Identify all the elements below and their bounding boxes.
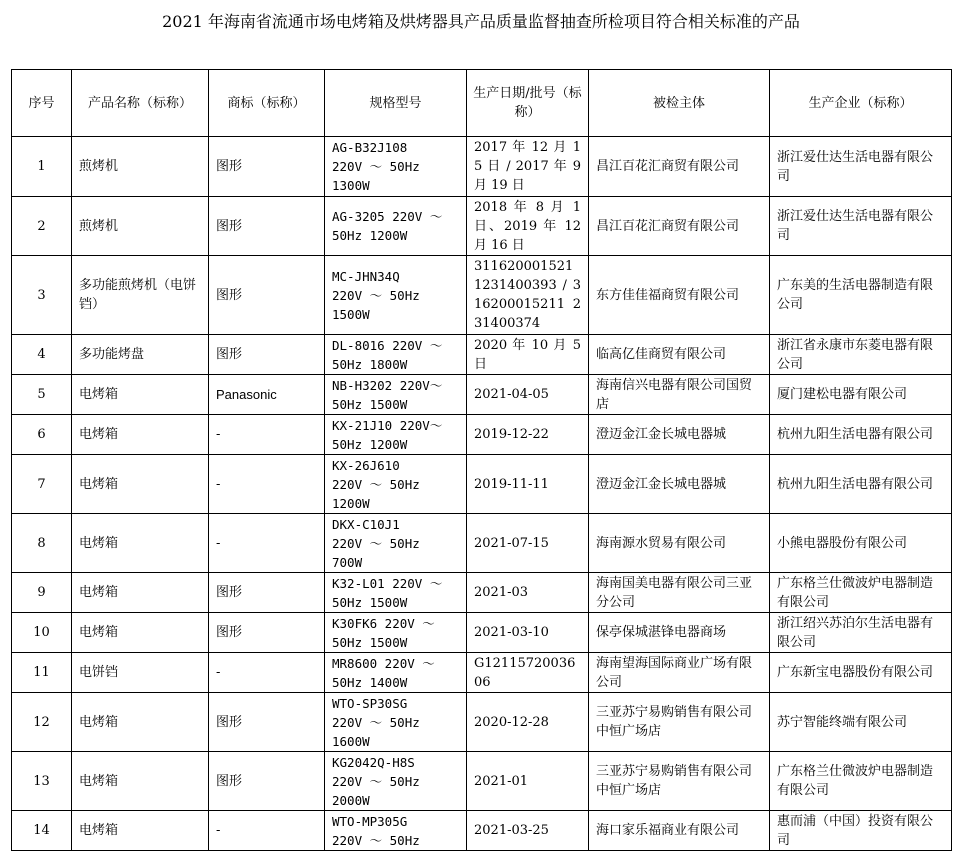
cell-spec	[325, 375, 467, 415]
spec-line: KX-21J10 220V～	[332, 417, 443, 433]
cell-manufacturer: 杭州九阳生活电器有限公司	[770, 415, 952, 455]
spec-line: DL-8016 220V ～	[332, 337, 443, 353]
cell-inspected: 海南源水贸易有限公司	[589, 514, 770, 573]
cell-product: 电烤箱	[72, 693, 209, 752]
cell-date: 2019-12-22	[467, 415, 589, 455]
cell-brand: 图形	[209, 752, 325, 811]
table-row	[12, 752, 952, 811]
spec-line: DKX-C10J1	[332, 516, 400, 532]
cell-brand: -	[209, 653, 325, 693]
cell-product: 电饼铛	[72, 653, 209, 693]
header-cell-date: 生产日期/批号（标称）	[467, 70, 589, 137]
cell-date: 2021-07-15	[467, 514, 589, 573]
cell-product: 电烤箱	[72, 613, 209, 653]
cell-no: 1	[12, 137, 72, 197]
spec-line: 50Hz 1500W	[332, 634, 408, 650]
header-cell-spec: 规格型号	[325, 70, 467, 137]
spec-line: KX-26J610	[332, 457, 400, 473]
results-table-container	[11, 69, 951, 851]
cell-no: 13	[12, 752, 72, 811]
cell-spec	[325, 137, 467, 197]
cell-no: 4	[12, 335, 72, 375]
cell-manufacturer: 广东新宝电器股份有限公司	[770, 653, 952, 693]
header-cell-inspected: 被检主体	[589, 70, 770, 137]
cell-brand: -	[209, 514, 325, 573]
cell-manufacturer: 厦门建松电器有限公司	[770, 375, 952, 415]
cell-manufacturer: 浙江省永康市东菱电器有限公司	[770, 335, 952, 375]
cell-inspected: 保亭保城湛锋电器商场	[589, 613, 770, 653]
cell-product: 电烤箱	[72, 514, 209, 573]
cell-brand: -	[209, 415, 325, 455]
cell-date: 2018 年 8 月 1 日、2019 年 12 月 16 日	[467, 197, 589, 256]
spec-line: 50Hz 1400W	[332, 674, 408, 690]
cell-no: 7	[12, 455, 72, 514]
cell-date: 2021-03	[467, 573, 589, 613]
cell-inspected: 海南信兴电器有限公司国贸店	[589, 375, 770, 415]
cell-spec	[325, 573, 467, 613]
spec-line: 220V ～ 50Hz	[332, 476, 420, 492]
cell-product: 多功能烤盘	[72, 335, 209, 375]
spec-line: NB-H3202 220V～	[332, 377, 443, 393]
table-row	[12, 415, 952, 455]
cell-spec	[325, 335, 467, 375]
cell-spec	[325, 256, 467, 335]
cell-brand: 图形	[209, 335, 325, 375]
cell-brand: 图形	[209, 693, 325, 752]
table-row	[12, 375, 952, 415]
cell-no: 11	[12, 653, 72, 693]
cell-spec	[325, 514, 467, 573]
cell-product: 电烤箱	[72, 415, 209, 455]
cell-spec	[325, 752, 467, 811]
cell-product: 多功能煎烤机（电饼铛）	[72, 256, 209, 335]
cell-spec	[325, 693, 467, 752]
cell-manufacturer: 杭州九阳生活电器有限公司	[770, 455, 952, 514]
table-row	[12, 811, 952, 851]
cell-no: 14	[12, 811, 72, 851]
cell-product: 电烤箱	[72, 752, 209, 811]
cell-date: 2021-03-10	[467, 613, 589, 653]
spec-line: KG2042Q-H8S	[332, 754, 415, 770]
spec-line: 220V ～ 50Hz	[332, 714, 420, 730]
spec-line: 50Hz 1500W	[332, 594, 408, 610]
table-row	[12, 514, 952, 573]
spec-line: 220V ～ 50Hz	[332, 773, 420, 789]
spec-line: 50Hz 1500W	[332, 396, 408, 412]
cell-date: 2020 年 10 月 5 日	[467, 335, 589, 375]
cell-manufacturer: 浙江爱仕达生活电器有限公司	[770, 137, 952, 197]
table-row	[12, 137, 952, 197]
cell-brand: 图形	[209, 197, 325, 256]
cell-product: 电烤箱	[72, 811, 209, 851]
spec-line: 1600W	[332, 733, 370, 749]
table-row	[12, 335, 952, 375]
cell-manufacturer: 苏宁智能终端有限公司	[770, 693, 952, 752]
cell-product: 煎烤机	[72, 137, 209, 197]
table-row	[12, 256, 952, 335]
cell-inspected: 临高亿佳商贸有限公司	[589, 335, 770, 375]
spec-line: WTO-SP30SG	[332, 695, 408, 711]
cell-brand: Panasonic	[209, 375, 325, 415]
cell-manufacturer: 广东格兰仕微波炉电器制造有限公司	[770, 752, 952, 811]
cell-product: 煎烤机	[72, 197, 209, 256]
cell-no: 12	[12, 693, 72, 752]
spec-line: 50Hz 1800W	[332, 356, 408, 372]
cell-date: 2021-03-25	[467, 811, 589, 851]
cell-no: 10	[12, 613, 72, 653]
spec-line: WTO-MP305G	[332, 813, 408, 829]
cell-spec	[325, 455, 467, 514]
cell-inspected: 三亚苏宁易购销售有限公司中恒广场店	[589, 752, 770, 811]
cell-inspected: 三亚苏宁易购销售有限公司中恒广场店	[589, 693, 770, 752]
header-cell-product: 产品名称（标称）	[72, 70, 209, 137]
cell-inspected: 澄迈金江金长城电器城	[589, 415, 770, 455]
cell-manufacturer: 浙江爱仕达生活电器有限公司	[770, 197, 952, 256]
cell-brand: -	[209, 811, 325, 851]
cell-date: 2017 年 12 月 15 日 / 2017 年 9 月 19 日	[467, 137, 589, 197]
cell-spec	[325, 613, 467, 653]
spec-line: MR8600 220V ～	[332, 655, 435, 671]
spec-line: AG-3205 220V ～	[332, 209, 443, 224]
cell-date: 2021-04-05	[467, 375, 589, 415]
cell-brand: 图形	[209, 137, 325, 197]
header-cell-manufacturer: 生产企业（标称）	[770, 70, 952, 137]
spec-line: 50Hz 1200W	[332, 436, 408, 452]
spec-line: 700W	[332, 554, 363, 570]
spec-line: AG-B32J108	[332, 140, 408, 155]
cell-inspected: 澄迈金江金长城电器城	[589, 455, 770, 514]
cell-no: 6	[12, 415, 72, 455]
document-title: 2021 年海南省流通市场电烤箱及烘烤器具产品质量监督抽查所检项目符合相关标准的产品	[162, 12, 800, 31]
cell-manufacturer: 惠而浦（中国）投资有限公司	[770, 811, 952, 851]
cell-date: 2019-11-11	[467, 455, 589, 514]
cell-product: 电烤箱	[72, 573, 209, 613]
spec-line: 220V ～ 50Hz	[332, 159, 420, 174]
table-row	[12, 693, 952, 752]
cell-no: 9	[12, 573, 72, 613]
spec-line: 220V ～ 50Hz	[332, 287, 420, 303]
table-row	[12, 197, 952, 256]
cell-date: 2020-12-28	[467, 693, 589, 752]
header-cell-brand: 商标（标称）	[209, 70, 325, 137]
header-cell-no: 序号	[12, 70, 72, 137]
cell-brand: 图形	[209, 256, 325, 335]
cell-inspected: 昌江百花汇商贸有限公司	[589, 137, 770, 197]
cell-date: G12115720036 06	[467, 653, 589, 693]
cell-no: 5	[12, 375, 72, 415]
spec-line: 220V ～ 50Hz	[332, 535, 420, 551]
cell-date: 2021-01	[467, 752, 589, 811]
spec-line: 220V ～ 50Hz	[332, 832, 420, 848]
spec-line: 1300W	[332, 178, 370, 193]
cell-spec	[325, 197, 467, 256]
spec-line: K32-L01 220V ～	[332, 575, 443, 591]
cell-spec	[325, 653, 467, 693]
table-row	[12, 573, 952, 613]
cell-inspected: 海南国美电器有限公司三亚分公司	[589, 573, 770, 613]
spec-line: K30FK6 220V ～	[332, 615, 435, 631]
cell-no: 2	[12, 197, 72, 256]
cell-inspected: 海口家乐福商业有限公司	[589, 811, 770, 851]
spec-line: MC-JHN34Q	[332, 268, 400, 284]
cell-product: 电烤箱	[72, 455, 209, 514]
table-row	[12, 653, 952, 693]
cell-spec	[325, 415, 467, 455]
table-body	[12, 137, 952, 851]
cell-inspected: 东方佳佳福商贸有限公司	[589, 256, 770, 335]
cell-brand: 图形	[209, 573, 325, 613]
spec-line: 50Hz 1200W	[332, 228, 408, 243]
results-table	[11, 69, 952, 851]
cell-inspected: 海南望海国际商业广场有限公司	[589, 653, 770, 693]
cell-spec	[325, 811, 467, 851]
cell-manufacturer: 小熊电器股份有限公司	[770, 514, 952, 573]
cell-inspected: 昌江百花汇商贸有限公司	[589, 197, 770, 256]
spec-line: 2000W	[332, 792, 370, 808]
cell-product: 电烤箱	[72, 375, 209, 415]
cell-no: 8	[12, 514, 72, 573]
spec-line: 1200W	[332, 495, 370, 511]
table-row	[12, 455, 952, 514]
cell-brand: 图形	[209, 613, 325, 653]
cell-date: 311620001521 1231400393 / 316200015211 231400374	[467, 256, 589, 335]
cell-manufacturer: 广东美的生活电器制造有限公司	[770, 256, 952, 335]
cell-no: 3	[12, 256, 72, 335]
cell-manufacturer: 浙江绍兴苏泊尔生活电器有限公司	[770, 613, 952, 653]
cell-manufacturer: 广东格兰仕微波炉电器制造有限公司	[770, 573, 952, 613]
table-header-row	[12, 70, 952, 137]
cell-brand: -	[209, 455, 325, 514]
table-row	[12, 613, 952, 653]
spec-line: 1500W	[332, 306, 370, 322]
